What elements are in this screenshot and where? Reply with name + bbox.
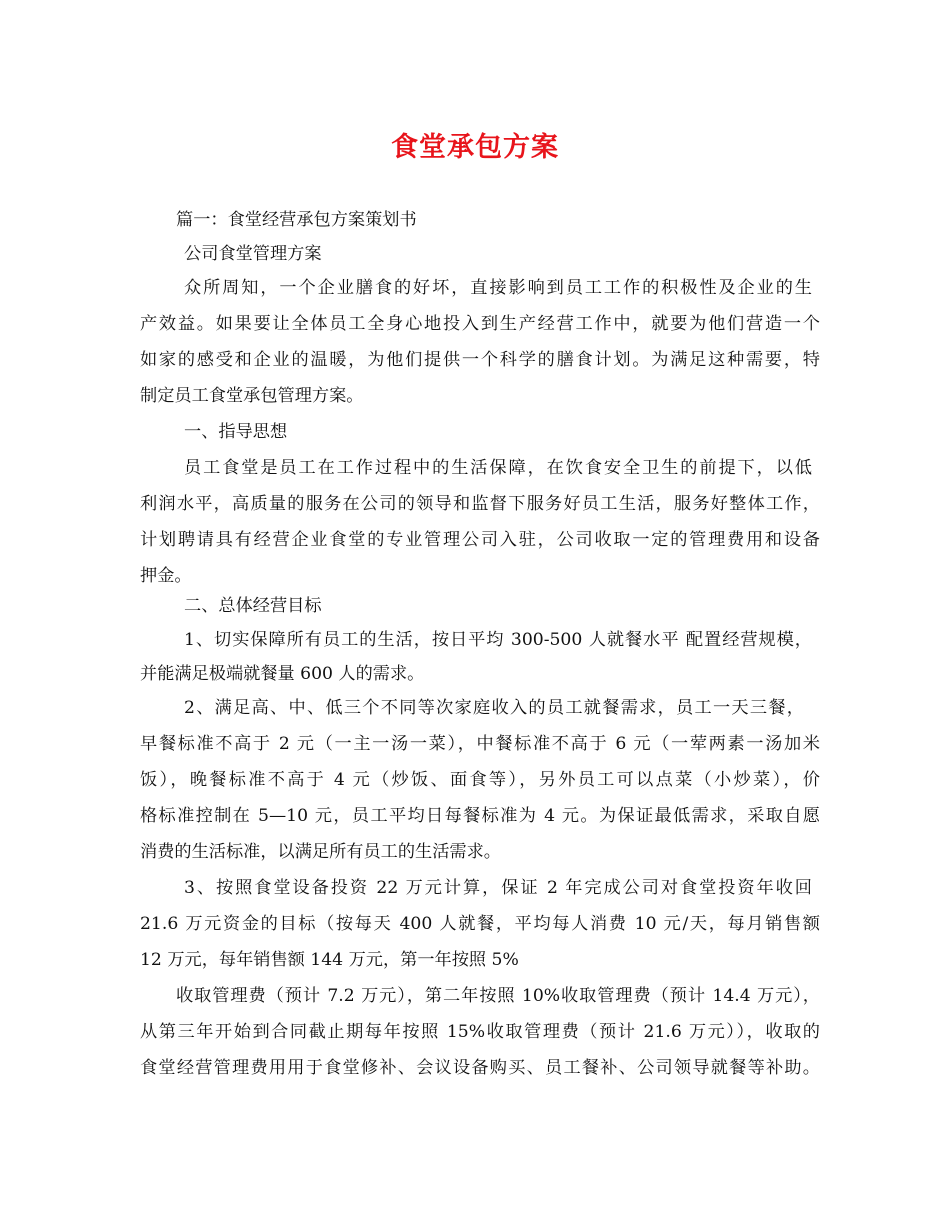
paragraph-line: 众所周知，一个企业膳食的好坏，直接影响到员工工作的积极性及企业的生	[184, 278, 812, 298]
document-title: 食堂承包方案	[391, 132, 559, 163]
paragraph-line: 2、满足高、中、低三个不同等次家庭收入的员工就餐需求，员工一天三餐，	[184, 698, 804, 718]
paragraph-line: 格标准控制在 5—10 元，员工平均日每餐标准为 4 元。为保证最低需求，采取自愿	[140, 806, 820, 826]
section-heading: 二、总体经营目标	[184, 596, 322, 616]
paragraph-line: 12 万元，每年销售额 144 万元，第一年按照 5%	[140, 950, 519, 970]
paragraph-line: 食堂经营管理费用用于食堂修补、会议设备购买、员工餐补、公司领导就餐等补助。	[140, 1058, 820, 1078]
paragraph-line: 收取管理费（预计 7.2 万元），第二年按照 10%收取管理费（预计 14.4 万元），	[176, 986, 820, 1006]
paragraph-line: 21.6 万元资金的目标（按每天 400 人就餐，平均每人消费 10 元/天，每月销售额	[140, 914, 820, 934]
paragraph-line: 员工食堂是员工在工作过程中的生活保障，在饮食安全卫生的前提下，以低	[184, 458, 812, 478]
paragraph-line: 利润水平，高质量的服务在公司的领导和监督下服务好员工生活，服务好整体工作，	[140, 494, 820, 514]
paragraph-line: 1、切实保障所有员工的生活，按日平均 300-500 人就餐水平 配置经营规模，	[184, 630, 812, 650]
paragraph-line: 制定员工食堂承包管理方案。	[140, 386, 364, 406]
paragraph-line: 从第三年开始到合同截止期每年按照 15%收取管理费（预计 21.6 万元）），收取的	[140, 1022, 820, 1042]
paragraph-line: 3、按照食堂设备投资 22 万元计算，保证 2 年完成公司对食堂投资年收回	[184, 878, 812, 898]
paragraph-line: 并能满足极端就餐量 600 人的需求。	[140, 664, 425, 684]
paragraph-line: 产效益。如果要让全体员工全身心地投入到生产经营工作中，就要为他们营造一个	[140, 314, 820, 334]
section-heading: 篇一：食堂经营承包方案策划书	[176, 210, 417, 230]
paragraph-line: 押金。	[140, 566, 192, 586]
section-heading: 一、指导思想	[184, 422, 288, 442]
paragraph-line: 如家的感受和企业的温暖，为他们提供一个科学的膳食计划。为满足这种需要，特	[140, 350, 820, 370]
paragraph-line: 早餐标准不高于 2 元（一主一汤一菜），中餐标准不高于 6 元（一荤两素一汤加米	[140, 734, 820, 754]
paragraph-line: 饭），晚餐标准不高于 4 元（炒饭、面食等），另外员工可以点菜（小炒菜），价	[140, 770, 820, 790]
subtitle: 公司食堂管理方案	[184, 244, 322, 264]
paragraph-line: 消费的生活标准，以满足所有员工的生活需求。	[140, 842, 501, 862]
paragraph-line: 计划聘请具有经营企业食堂的专业管理公司入驻，公司收取一定的管理费用和设备	[140, 530, 820, 550]
